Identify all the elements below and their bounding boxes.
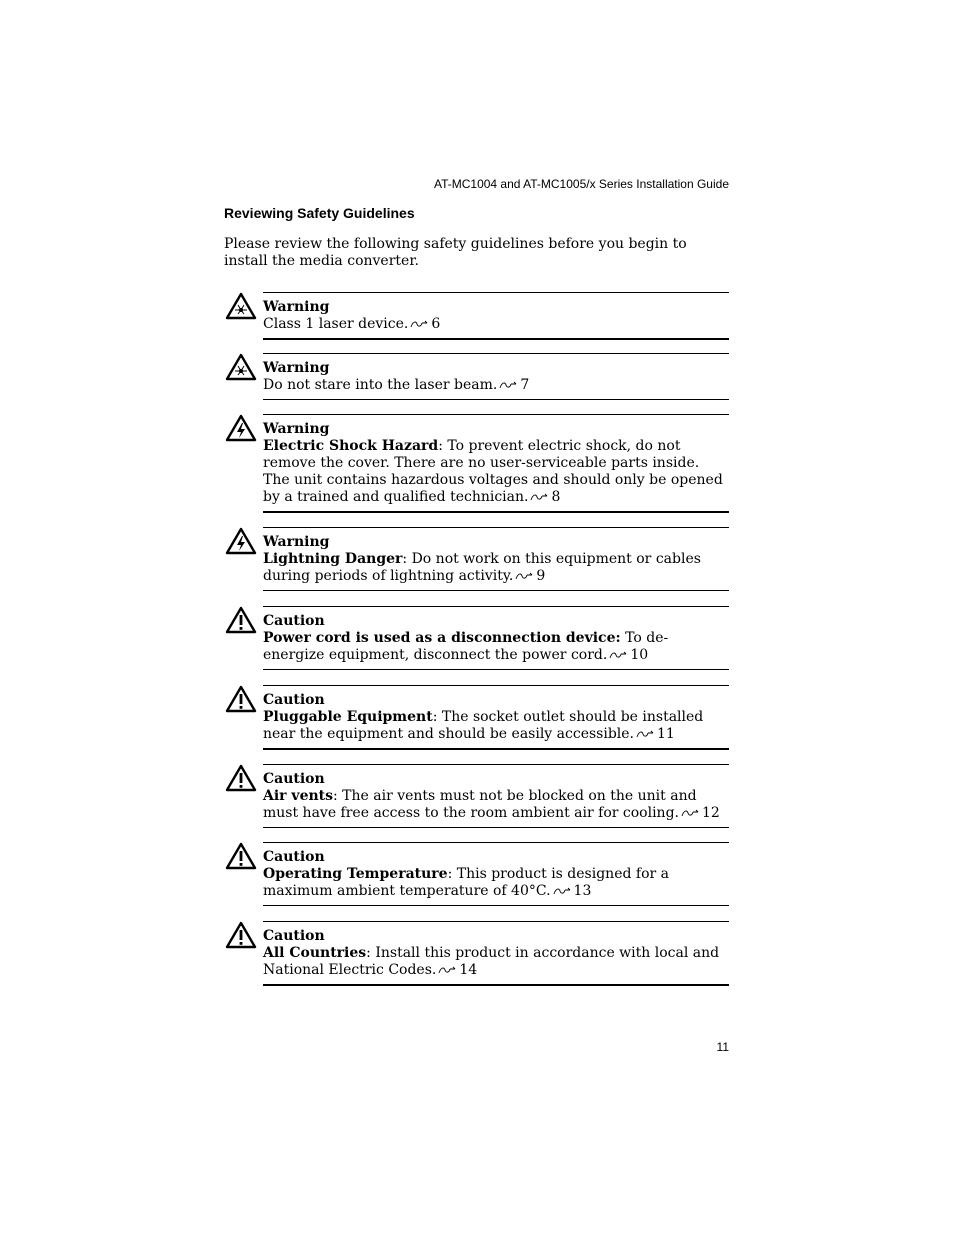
notice-text: Class 1 laser device. <box>263 316 409 332</box>
notice-caution-temperature <box>224 842 729 906</box>
intro-paragraph: Please review the following safety guidelines before you begin to install the media converter. <box>224 236 687 269</box>
notice-caution-pluggable <box>224 685 729 750</box>
notice-kind: Caution <box>263 613 325 629</box>
notice-ref: 11 <box>657 726 675 742</box>
notice-text: Do not stare into the laser beam. <box>263 377 498 393</box>
notice-ref: 9 <box>536 568 546 584</box>
section-title: Reviewing Safety Guidelines <box>224 205 415 221</box>
reference-glyph-icon <box>530 493 548 501</box>
reference-glyph-icon <box>438 966 456 974</box>
notice-warning-laser-beam <box>224 353 729 400</box>
notice-warning-electric-shock <box>224 414 729 513</box>
caution-icon <box>225 764 257 792</box>
notice-ref: 12 <box>702 805 720 821</box>
notice-lead: Pluggable Equipment <box>263 709 433 725</box>
notice-caution-all-countries <box>224 921 729 986</box>
notice-text: : Install this product in accordance with local and National Electric Codes. <box>263 945 720 978</box>
notice-text: : This product is designed for a maximum ambient temperature of 40°C. <box>263 866 669 899</box>
notice-ref: 6 <box>431 316 441 332</box>
notice-lead: Power cord is used as a disconnection device: <box>263 630 621 646</box>
notice-lead: Air vents <box>263 788 333 804</box>
caution-icon <box>225 842 257 870</box>
reference-glyph-icon <box>515 572 533 580</box>
notice-lead: All Countries <box>263 945 367 961</box>
notice-ref: 7 <box>520 377 530 393</box>
notice-text: : The air vents must not be blocked on the unit and must have free access to the room ambient air for cooling. <box>263 788 697 821</box>
notice-text: : The socket outlet should be installed near the equipment and should be easily accessible. <box>263 709 704 742</box>
laser-warning-icon <box>225 353 257 381</box>
notice-lead: Electric Shock Hazard <box>263 438 439 454</box>
notice-text: : To prevent electric shock, do not remove the cover. There are no user-serviceable parts inside. The unit contains hazardous voltages and should only be opened by a trained and qualified technician. <box>263 438 723 505</box>
notice-kind: Caution <box>263 849 325 865</box>
notice-caution-power-cord <box>224 606 729 670</box>
notice-kind: Warning <box>263 299 330 315</box>
notice-kind: Caution <box>263 928 325 944</box>
notice-lead: Lightning Danger <box>263 551 403 567</box>
notice-text: To de-energize equipment, disconnect the power cord. <box>263 630 669 663</box>
notice-warning-lightning <box>224 527 729 591</box>
notice-kind: Warning <box>263 360 330 376</box>
notice-ref: 10 <box>630 647 649 663</box>
notice-text: : Do not work on this equipment or cables during periods of lightning activity. <box>263 551 701 584</box>
electric-shock-icon <box>225 527 257 555</box>
reference-glyph-icon <box>636 730 654 738</box>
caution-icon <box>225 921 257 949</box>
laser-warning-icon <box>225 292 257 320</box>
notice-kind: Warning <box>263 534 330 550</box>
caution-icon <box>225 606 257 634</box>
caution-icon <box>225 685 257 713</box>
electric-shock-icon <box>225 414 257 442</box>
running-header: AT-MC1004 and AT-MC1005/x Series Installation Guide <box>433 177 729 191</box>
notice-ref: 14 <box>459 962 478 978</box>
notice-warning-laser-class <box>224 292 729 340</box>
notice-ref: 13 <box>573 883 592 899</box>
notice-caution-air-vents <box>224 764 729 828</box>
reference-glyph-icon <box>681 809 699 817</box>
notice-ref: 8 <box>551 489 561 505</box>
notice-kind: Caution <box>263 692 325 708</box>
reference-glyph-icon <box>499 381 517 389</box>
reference-glyph-icon <box>609 651 627 659</box>
page-number: 11 <box>716 1040 729 1054</box>
reference-glyph-icon <box>410 320 428 328</box>
notice-kind: Caution <box>263 771 325 787</box>
notice-lead: Operating Temperature <box>263 866 448 882</box>
reference-glyph-icon <box>553 887 571 895</box>
notice-kind: Warning <box>263 421 330 437</box>
